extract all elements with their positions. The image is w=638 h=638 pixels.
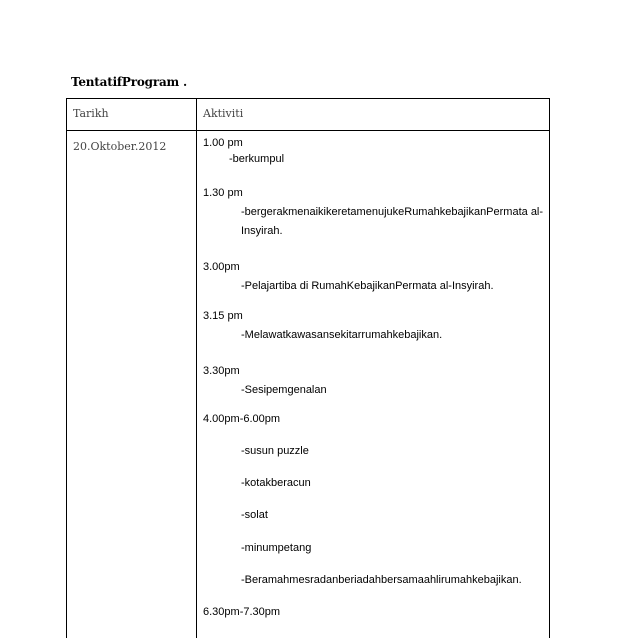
column-divider [196, 99, 197, 638]
header-activity: Aktiviti [203, 107, 244, 120]
activity-time: 4.00pm-6.00pm [203, 413, 281, 425]
activity-desc: -Melawatkawasansekitarrumahkebajikan. [241, 329, 443, 341]
activity-desc: Insyirah. [241, 225, 283, 237]
header-date: Tarikh [73, 107, 109, 120]
sub-activity: -solat [241, 509, 268, 521]
activity-time: 1.30 pm [203, 187, 243, 199]
sub-activity: -kotakberacun [241, 477, 311, 489]
sub-activity: -susun puzzle [241, 445, 309, 457]
activity-time: 3.15 pm [203, 310, 243, 322]
activity-entry [203, 186, 543, 239]
page-title: TentatifProgram . [71, 75, 187, 89]
sub-activity: -Beramahmesradanberiadahbersamaahlirumahkebajikan. [241, 574, 522, 586]
activity-time: 3.30pm [203, 365, 240, 377]
activity-time: 6.30pm-7.30pm [203, 606, 281, 618]
activity-entry [203, 136, 284, 167]
activity-time: 1.00 pm [203, 137, 243, 149]
activity-time: 3.00pm [203, 261, 240, 273]
sub-activity: -minumpetang [241, 542, 312, 554]
activity-desc: -bergerakmenaikikeretamenujukeRumahkebajikanPermata al- [241, 206, 544, 218]
activity-entry [203, 364, 327, 398]
activity-entry [203, 412, 280, 427]
activity-desc: -berkumpul [229, 153, 285, 165]
activity-desc: -Pelajartiba di RumahKebajikanPermata al-Insyirah. [241, 280, 494, 292]
activity-desc: -Sesipemgenalan [241, 384, 327, 396]
date-cell: 20.Oktober.2012 [73, 140, 167, 153]
activity-entry [203, 260, 494, 294]
schedule-table [66, 98, 550, 638]
activity-entry [203, 309, 442, 343]
table-header-row [67, 99, 549, 131]
